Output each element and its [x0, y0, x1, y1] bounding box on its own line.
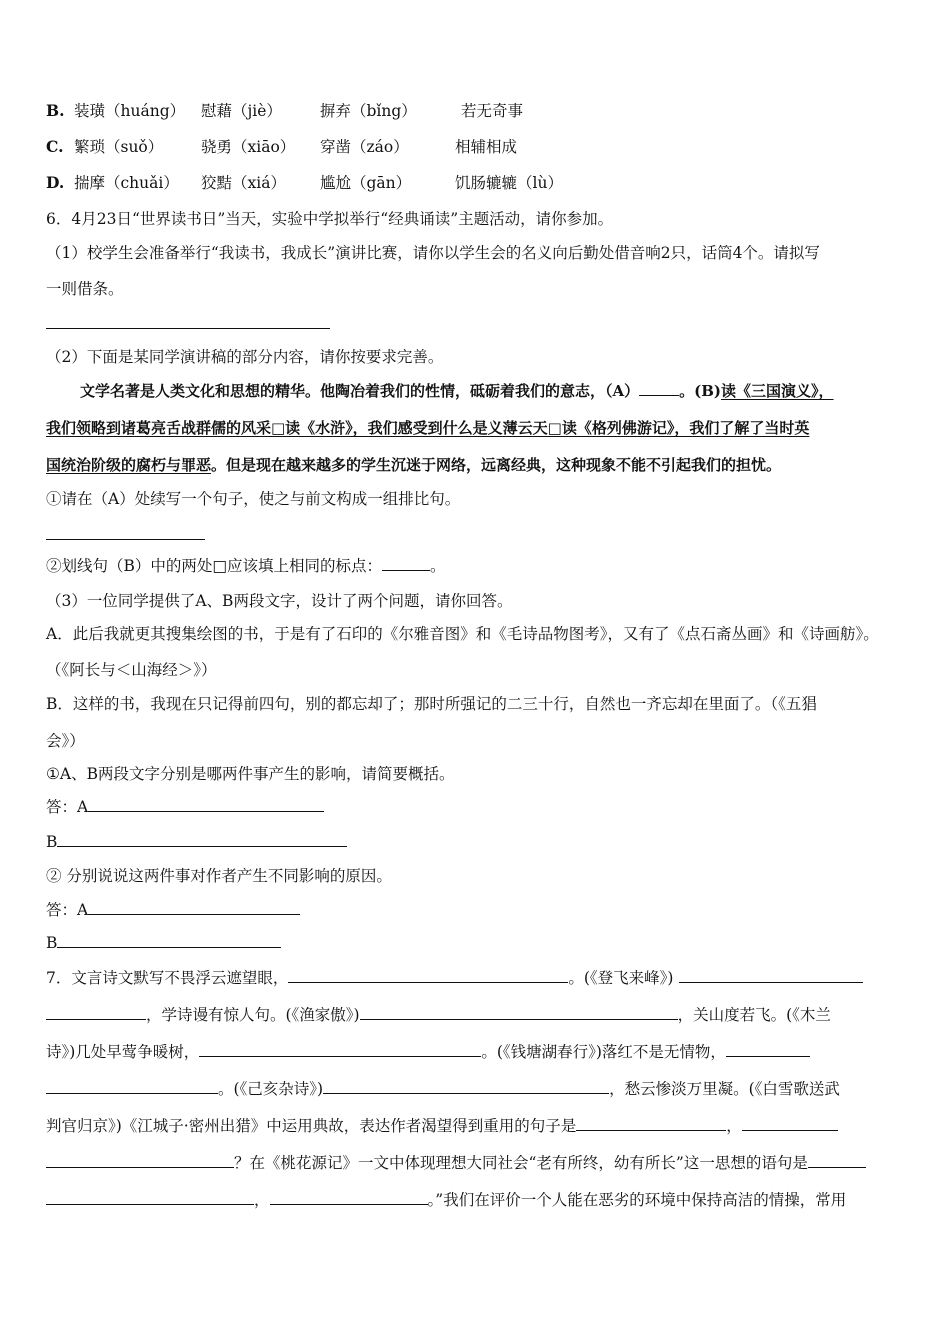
text-a-line1: A．此后我就更其搜集绘图的书，于是有了石印的《尔雅音图》和《毛诗品物图考》，又有了《点石斋丛画》和《诗画舫》。: [46, 625, 879, 643]
passage-b-part1: 读《三国演义》，: [721, 382, 834, 400]
option-d-item-3: 尴尬（gān）: [320, 174, 412, 192]
answer-a-2-line[interactable]: [88, 900, 300, 915]
q7-line7-d: 。”我们在评价一个人能在恶劣的环境中保持高洁的情操，常用: [427, 1191, 847, 1209]
option-c-item-1: 繁琐（suǒ）: [74, 138, 164, 156]
q7-blank-8[interactable]: [323, 1079, 609, 1094]
passage-line-3: [46, 455, 781, 475]
answer-b-1: [46, 832, 347, 852]
q7-blank-10[interactable]: [742, 1116, 838, 1131]
q7-line7: [46, 1190, 846, 1210]
q7-line5: [46, 1116, 838, 1136]
q6-stem: 6．4月23日“世界读书日”当天，实验中学拟举行“经典诵读”主题活动，请你参加。: [46, 210, 614, 228]
option-c-label: C.: [46, 137, 64, 156]
option-c: [46, 137, 518, 157]
q6-3-question-1: ①A、B两段文字分别是哪两件事产生的影响，请简要概括。: [46, 765, 455, 783]
q7-blank-4[interactable]: [360, 1005, 678, 1020]
answer-line-q2-1[interactable]: [46, 539, 205, 540]
answer-a-2-label: 答：A: [46, 901, 89, 919]
q7-line7-b: ，: [254, 1191, 270, 1209]
q7-blank-7[interactable]: [46, 1079, 218, 1094]
q6-3-question-2: ② 分别说说这两件事对作者产生不同影响的原因。: [46, 867, 392, 885]
option-c-item-3: 穿凿（záo）: [320, 138, 409, 156]
q7-blank-1[interactable]: [288, 968, 568, 983]
passage-b-head: 。(B): [679, 382, 722, 400]
q7-line1-b: 。(《登飞来峰》): [568, 969, 674, 987]
q7-blank-6[interactable]: [726, 1042, 810, 1057]
q7-line1: [46, 968, 863, 988]
answer-a-1-line[interactable]: [88, 797, 324, 812]
blank-punctuation[interactable]: [382, 556, 430, 571]
passage-a-text: 文学名著是人类文化和思想的精华。他陶冶着我们的性情，砥砺着我们的意志，（A）: [80, 382, 640, 400]
q7-line3-c: 。(《钱塘湖春行》)落红不是无情物，: [481, 1043, 726, 1061]
q7-line3-a: 诗》)几处早莺争暖树，: [46, 1043, 200, 1061]
q6-part3-intro: （3）一位同学提供了A、B两段文字，设计了两个问题，请你回答。: [46, 592, 513, 610]
text-b-line2: 会》）: [46, 732, 85, 750]
q6-2-question-2-text: ②划线句（B）中的两处□应该填上相同的标点：: [46, 557, 383, 575]
q7-line6: [46, 1153, 866, 1173]
q7-line5-c: ，: [726, 1117, 742, 1135]
q6-2-question-2: [46, 556, 446, 576]
option-b-item-3: 摒弃（bǐng）: [320, 102, 417, 120]
answer-b-1-label: B: [46, 833, 58, 851]
option-b-label: B.: [46, 101, 65, 120]
q7-line2: [46, 1005, 831, 1025]
q7-blank-13[interactable]: [46, 1190, 254, 1205]
q7-blank-12[interactable]: [808, 1153, 866, 1168]
q7-blank-5[interactable]: [199, 1042, 481, 1057]
q7-line1-a: 7．文言诗文默写不畏浮云遮望眼，: [46, 969, 289, 987]
answer-a-1-label: 答：A: [46, 798, 89, 816]
q7-blank-11[interactable]: [46, 1153, 234, 1168]
text-b-line1: B．这样的书，我现在只记得前四句，别的都忘却了；那时所强记的二三十行，自然也一齐忘却在里面了。（《五猖: [46, 695, 817, 713]
q7-blank-3[interactable]: [46, 1005, 146, 1020]
passage-b-part2: 我们领略到诸葛亮舌战群儒的风采□读《水浒》，我们感受到什么是义薄云天□读《格列佛游记》，我们了解了当时英: [46, 419, 810, 437]
option-b-item-2: 慰藉（jiè）: [201, 102, 282, 120]
q6-2-question-1: ①请在（A）处续写一个句子，使之与前文构成一组排比句。: [46, 490, 461, 508]
option-b: [46, 101, 524, 121]
answer-b-2: [46, 933, 281, 953]
q6-2-question-2-end: 。: [430, 557, 446, 575]
answer-b-1-line[interactable]: [57, 832, 347, 847]
option-d-item-1: 揣摩（chuǎi）: [74, 174, 179, 192]
q7-line6-b: ？在《桃花源记》一文中体现理想大同社会“老有所终，幼有所长”这一思想的语句是: [234, 1154, 808, 1172]
q7-blank-14[interactable]: [270, 1190, 428, 1205]
option-d: [46, 173, 563, 193]
q7-line3: [46, 1042, 810, 1062]
blank-a[interactable]: [639, 381, 679, 396]
option-c-item-4: 相辅相成: [455, 138, 518, 156]
q6-part2-intro: （2）下面是某同学演讲稿的部分内容，请你按要求完善。: [46, 348, 444, 366]
passage-end: 。但是现在越来越多的学生沉迷于网络，远离经典，这种现象不能不引起我们的担忧。: [211, 456, 782, 474]
q7-line2-b: ，学诗谩有惊人句。(《渔家傲》): [146, 1006, 360, 1024]
q7-line4-d: ，愁云惨淡万里凝。(《白雪歌送武: [609, 1080, 840, 1098]
option-c-item-2: 骁勇（xiāo）: [201, 138, 296, 156]
option-b-item-4: 若无奇事: [461, 102, 524, 120]
q7-line4-b: 。(《己亥杂诗》): [218, 1080, 324, 1098]
answer-a-1: [46, 797, 324, 817]
q7-line4: [46, 1079, 840, 1099]
q7-line2-d: ，关山度若飞。(《木兰: [677, 1006, 831, 1024]
option-b-item-1: 装璜（huáng）: [74, 102, 186, 120]
q7-blank-2[interactable]: [679, 968, 863, 983]
q7-line5-a: 判官归京》)《江城子·密州出猎》中运用典故，表达作者渴望得到重用的句子是: [46, 1117, 577, 1135]
passage-line-1: [80, 381, 834, 401]
answer-b-2-line[interactable]: [57, 933, 281, 948]
option-d-item-4: 饥肠辘辘（lù）: [455, 174, 563, 192]
answer-line-note[interactable]: [46, 328, 330, 329]
answer-b-2-label: B: [46, 934, 58, 952]
q6-part1-line2: 一则借条。: [46, 280, 124, 298]
option-d-label: D.: [46, 173, 65, 192]
answer-a-2: [46, 900, 300, 920]
option-d-item-2: 狡黠（xiá）: [201, 174, 286, 192]
q7-blank-9[interactable]: [576, 1116, 726, 1131]
text-a-line2: （《阿长与＜山海经＞》）: [46, 661, 217, 679]
passage-b-part3: 国统治阶级的腐朽与罪恶: [46, 456, 212, 474]
q6-part1-line1: （1）校学生会准备举行“我读书，我成长”演讲比赛，请你以学生会的名义向后勤处借音响2只，话筒4个。请拟写: [46, 244, 820, 262]
